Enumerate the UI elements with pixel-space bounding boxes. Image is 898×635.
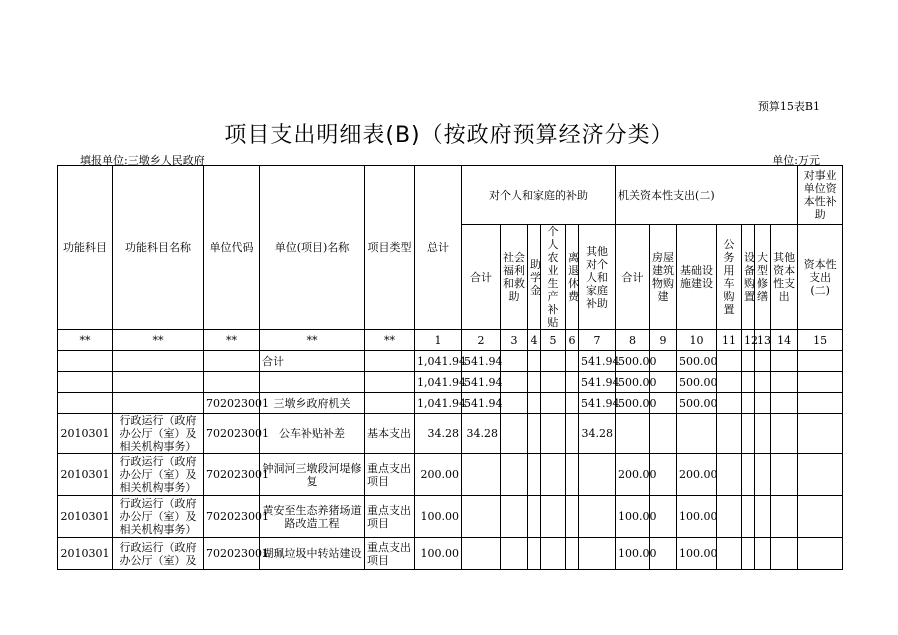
index-cell: 13 (755, 330, 771, 351)
cell-p-sum (462, 454, 501, 496)
cell-func-name: 行政运行（政府办公厅（室）及 (113, 538, 204, 570)
header-project-type: 项目类型 (365, 166, 415, 330)
cell-c-infra (677, 414, 717, 454)
header-func-code: 功能科目 (58, 166, 113, 330)
cell-empty (501, 538, 528, 570)
cell-p-other: 541.94 (579, 372, 616, 393)
cell-empty (742, 414, 755, 454)
cell-empty (650, 414, 677, 454)
cell-c-sum: 500.00 (616, 372, 650, 393)
index-cell: 11 (717, 330, 742, 351)
index-cell: 1 (415, 330, 462, 351)
cell-empty (501, 372, 528, 393)
page-title: 项目支出明细表(B)（按政府预算经济分类） (224, 123, 674, 148)
cell-func-name (113, 351, 204, 372)
cell-total: 1,041.94 (415, 351, 462, 372)
cell-unit-name (260, 372, 365, 393)
table-row (58, 496, 843, 538)
cell-func-name: 行政运行（政府办公厅（室）及相关机构事务） (113, 414, 204, 454)
cell-c-sum: 200.00 (616, 454, 650, 496)
cell-empty (541, 538, 566, 570)
cell-empty (566, 454, 579, 496)
table-row (58, 538, 843, 570)
header-c-car: 公务用车购置 (717, 225, 742, 330)
cell-func-code (58, 351, 113, 372)
table-row (58, 414, 843, 454)
cell-c-infra: 500.00 (677, 372, 717, 393)
cell-p-sum: 541.94 (462, 393, 501, 414)
cell-empty (742, 496, 755, 538)
cell-c-infra: 100.00 (677, 496, 717, 538)
cell-empty (528, 372, 541, 393)
header-group-personal: 对个人和家庭的补助 (462, 166, 616, 225)
cell-empty (771, 393, 798, 414)
cell-empty (798, 538, 843, 570)
cell-empty (501, 351, 528, 372)
header-unit-code: 单位代码 (204, 166, 260, 330)
cell-unit-code: 702023001 (204, 454, 260, 496)
index-cell: 9 (650, 330, 677, 351)
cell-c-infra: 100.00 (677, 538, 717, 570)
cell-unit-name: 三墩乡政府机关 (260, 393, 365, 414)
cell-empty (717, 454, 742, 496)
cell-c-sum: 100.00 (616, 496, 650, 538)
cell-empty (798, 414, 843, 454)
cell-empty (798, 372, 843, 393)
header-e-capital: 资本性支出(二) (798, 225, 843, 330)
cell-empty (541, 496, 566, 538)
index-cell: 10 (677, 330, 717, 351)
header-group-capital: 机关资本性支出(二) (616, 166, 798, 225)
cell-func-code: 2010301 (58, 538, 113, 570)
cell-empty (798, 393, 843, 414)
cell-c-sum (616, 414, 650, 454)
cell-p-sum: 541.94 (462, 372, 501, 393)
cell-p-sum: 541.94 (462, 351, 501, 372)
cell-empty (755, 393, 771, 414)
cell-empty (528, 393, 541, 414)
header-c-house: 房屋建筑物购建 (650, 225, 677, 330)
header-p-welfare: 社会福利和救助 (501, 225, 528, 330)
cell-p-sum (462, 538, 501, 570)
cell-c-infra: 500.00 (677, 393, 717, 414)
cell-unit-name: 黄安至生态养猪场道路改造工程 (260, 496, 365, 538)
cell-empty (742, 393, 755, 414)
header-group-enterprise: 对事业单位资本性补助 (798, 166, 843, 225)
cell-empty (501, 454, 528, 496)
cell-empty (742, 454, 755, 496)
table-row (58, 393, 843, 414)
cell-p-other: 541.94 (579, 351, 616, 372)
cell-empty (528, 351, 541, 372)
index-cell: ** (204, 330, 260, 351)
cell-empty (771, 351, 798, 372)
cell-total: 1,041.94 (415, 372, 462, 393)
cell-total: 100.00 (415, 496, 462, 538)
cell-empty (755, 372, 771, 393)
cell-empty (755, 414, 771, 454)
cell-empty (501, 496, 528, 538)
header-c-equip: 设备购置 (742, 225, 755, 330)
cell-empty (566, 496, 579, 538)
cell-unit-code: 702023001 (204, 538, 260, 570)
cell-c-infra: 500.00 (677, 351, 717, 372)
cell-empty (798, 351, 843, 372)
cell-empty (566, 351, 579, 372)
cell-empty (717, 414, 742, 454)
cell-unit-code (204, 351, 260, 372)
cell-empty (717, 351, 742, 372)
cell-total: 1,041.94 (415, 393, 462, 414)
cell-empty (501, 414, 528, 454)
cell-project-type: 重点支出项目 (365, 496, 415, 538)
index-cell: 3 (501, 330, 528, 351)
cell-unit-name: 公车补贴补差 (260, 414, 365, 454)
cell-project-type (365, 393, 415, 414)
index-cell: 14 (771, 330, 798, 351)
table-code: 预算15表B1 (757, 100, 820, 113)
cell-func-name (113, 393, 204, 414)
header-p-other: 其他对个人和家庭补助 (579, 225, 616, 330)
cell-unit-code: 702023001 (204, 414, 260, 454)
cell-empty (717, 372, 742, 393)
cell-p-sum (462, 496, 501, 538)
cell-unit-name: 合计 (260, 351, 365, 372)
cell-empty (771, 496, 798, 538)
reporting-unit: 填报单位:三墩乡人民政府 (80, 154, 205, 167)
cell-empty (755, 496, 771, 538)
index-cell: 7 (579, 330, 616, 351)
cell-unit-code: 702023001 (204, 393, 260, 414)
cell-empty (771, 454, 798, 496)
header-c-sum: 合计 (616, 225, 650, 330)
cell-unit-name: 钟洞河三墩段河堤修复 (260, 454, 365, 496)
cell-empty (717, 496, 742, 538)
cell-unit-code (204, 372, 260, 393)
cell-func-code: 2010301 (58, 496, 113, 538)
cell-project-type (365, 372, 415, 393)
cell-empty (541, 414, 566, 454)
cell-func-name: 行政运行（政府办公厅（室）及相关机构事务） (113, 454, 204, 496)
cell-empty (566, 372, 579, 393)
index-cell: ** (365, 330, 415, 351)
cell-empty (566, 414, 579, 454)
cell-empty (541, 351, 566, 372)
expenditure-table (57, 165, 843, 570)
header-c-infra: 基础设施建设 (677, 225, 717, 330)
index-cell: 4 (528, 330, 541, 351)
cell-empty (528, 496, 541, 538)
cell-empty (771, 414, 798, 454)
cell-empty (528, 414, 541, 454)
cell-c-sum: 500.00 (616, 351, 650, 372)
cell-func-code (58, 372, 113, 393)
cell-empty (798, 496, 843, 538)
index-cell: 2 (462, 330, 501, 351)
cell-c-sum: 100.00 (616, 538, 650, 570)
header-p-student: 助学金 (528, 225, 541, 330)
table-row (58, 372, 843, 393)
cell-empty (755, 454, 771, 496)
cell-empty (771, 372, 798, 393)
cell-project-type: 基本支出 (365, 414, 415, 454)
cell-empty (742, 351, 755, 372)
index-cell: ** (113, 330, 204, 351)
cell-p-sum: 34.28 (462, 414, 501, 454)
index-cell: 12 (742, 330, 755, 351)
cell-empty (541, 393, 566, 414)
cell-p-other (579, 538, 616, 570)
cell-empty (755, 351, 771, 372)
cell-empty (798, 454, 843, 496)
header-p-retire: 离退休费 (566, 225, 579, 330)
table-row (58, 351, 843, 372)
cell-p-other: 34.28 (579, 414, 616, 454)
cell-empty (528, 538, 541, 570)
header-unit-project: 单位(项目)名称 (260, 166, 365, 330)
header-c-repair: 大型修缮 (755, 225, 771, 330)
cell-p-other (579, 454, 616, 496)
cell-total: 200.00 (415, 454, 462, 496)
cell-empty (541, 372, 566, 393)
cell-unit-name: 瑚珮垃圾中转站建设 (260, 538, 365, 570)
cell-func-code: 2010301 (58, 414, 113, 454)
header-row-1 (58, 166, 843, 225)
index-cell: 8 (616, 330, 650, 351)
cell-empty (541, 454, 566, 496)
cell-empty (742, 372, 755, 393)
cell-empty (771, 538, 798, 570)
index-cell: ** (58, 330, 113, 351)
cell-empty (566, 393, 579, 414)
cell-project-type: 重点支出项目 (365, 538, 415, 570)
cell-total: 100.00 (415, 538, 462, 570)
cell-total: 34.28 (415, 414, 462, 454)
cell-project-type: 重点支出项目 (365, 454, 415, 496)
header-total: 总计 (415, 166, 462, 330)
cell-unit-code: 702023001 (204, 496, 260, 538)
cell-empty (717, 393, 742, 414)
cell-empty (755, 538, 771, 570)
header-func-name: 功能科目名称 (113, 166, 204, 330)
cell-func-code (58, 393, 113, 414)
cell-p-other (579, 496, 616, 538)
cell-empty (501, 393, 528, 414)
cell-empty (528, 454, 541, 496)
cell-empty (742, 538, 755, 570)
cell-empty (566, 538, 579, 570)
cell-p-other: 541.94 (579, 393, 616, 414)
index-cell: 15 (798, 330, 843, 351)
cell-c-sum: 500.00 (616, 393, 650, 414)
header-p-sum: 合计 (462, 225, 501, 330)
cell-func-name: 行政运行（政府办公厅（室）及相关机构事务） (113, 496, 204, 538)
cell-empty (717, 538, 742, 570)
cell-func-name (113, 372, 204, 393)
index-row (58, 330, 843, 351)
index-cell: ** (260, 330, 365, 351)
cell-c-infra: 200.00 (677, 454, 717, 496)
index-cell: 5 (541, 330, 566, 351)
index-cell: 6 (566, 330, 579, 351)
table-row (58, 454, 843, 496)
header-c-other: 其他资本性支出 (771, 225, 798, 330)
cell-project-type (365, 351, 415, 372)
cell-func-code: 2010301 (58, 454, 113, 496)
money-unit: 单位:万元 (772, 154, 820, 167)
header-p-farm: 个人农业生产补贴 (541, 225, 566, 330)
